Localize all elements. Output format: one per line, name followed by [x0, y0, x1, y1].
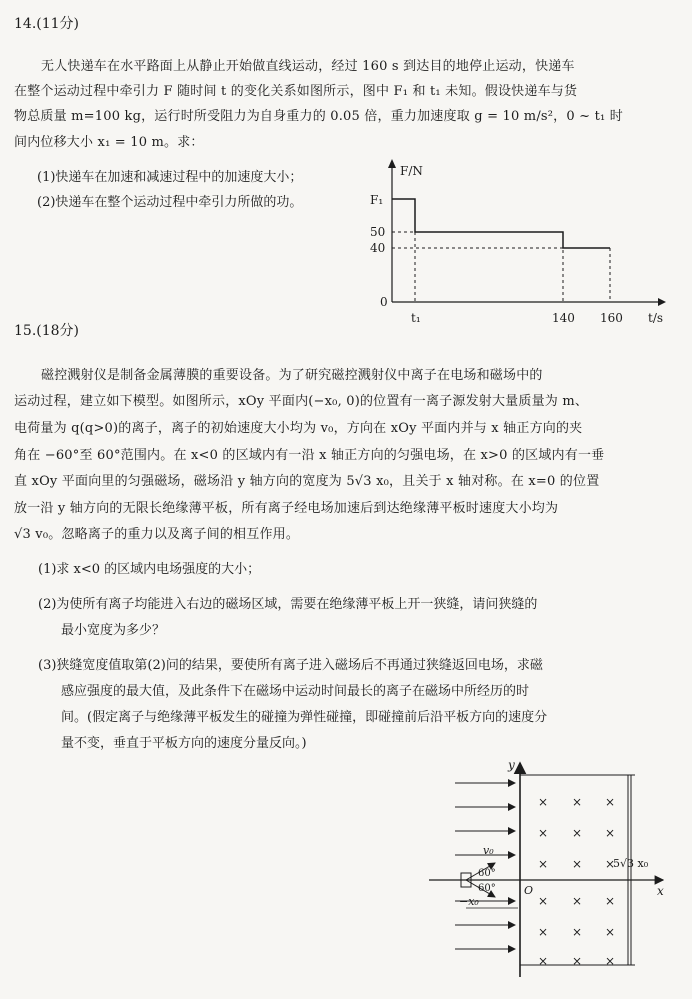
x-axis-arrow — [658, 298, 666, 306]
q15-header: 15.(18分) — [14, 323, 80, 339]
svg-text:×: × — [605, 857, 616, 871]
q15-line-6: 放一沿 y 轴方向的无限长绝缘薄平板，所有离子经电场加速后到达绝缘薄平板时速度大小均为 — [14, 501, 559, 516]
svg-text:×: × — [538, 857, 549, 871]
angle-up-label: 60° — [478, 868, 496, 879]
x-tick-140: 140 — [552, 311, 575, 325]
svg-text:×: × — [572, 857, 583, 871]
field-diagram — [425, 755, 675, 985]
y-tick-40: 40 — [370, 241, 386, 255]
q14-question-1: (1)快递车在加速和减速过程中的加速度大小； — [37, 170, 303, 185]
q15-question-3-line-3: 间。(假定离子与绝缘薄平板发生的碰撞为弹性碰撞，即碰撞前后沿平板方向的速度分 — [61, 710, 548, 725]
y-axis-label: F/N — [400, 164, 423, 178]
q15-line-5: 直 xOy 平面向里的匀强磁场，磁场沿 y 轴方向的宽度为 5√3 x₀，且关于 x 轴对称。在 x=0 的位置 — [14, 474, 600, 489]
x-tick-160: 160 — [600, 311, 623, 325]
svg-text:×: × — [538, 826, 549, 840]
svg-text:×: × — [605, 795, 616, 809]
q15-line-2: 运动过程，建立如下模型。如图所示，xOy 平面内(−x₀, 0)的位置有一离子源发射大量质量为 m、 — [14, 394, 589, 409]
force-step-curve — [392, 199, 610, 248]
q14-header: 14.(11分) — [14, 16, 80, 32]
source-position-label: −x₀ — [459, 895, 479, 908]
svg-text:×: × — [572, 894, 583, 908]
q14-question-2: (2)快递车在整个运动过程中牵引力所做的功。 — [37, 195, 303, 210]
q15-question-2-line-1: (2)为使所有离子均能进入右边的磁场区域，需要在绝缘薄平板上开一狭缝，请问狭缝的 — [38, 597, 538, 612]
electric-field-lines — [455, 783, 515, 949]
svg-text:×: × — [538, 954, 549, 968]
svg-text:×: × — [538, 894, 549, 908]
q15-question-3-line-4: 量不变，垂直于平板方向的速度分量反向。) — [61, 736, 307, 751]
y-axis-arrow — [388, 159, 396, 168]
force-time-graph — [360, 150, 680, 330]
svg-text:×: × — [605, 894, 616, 908]
q14-line-2: 在整个运动过程中牵引力 F 随时间 t 的变化关系如图所示，图中 F₁ 和 t₁ 未知。假设快递车与货 — [14, 84, 578, 99]
svg-text:×: × — [572, 826, 583, 840]
q14-line-3: 物总质量 m=100 kg，运行时所受阻力为自身重力的 0.05 倍，重力加速度取 g = 10 m/s²，0 ~ t₁ 时 — [14, 109, 623, 124]
width-label: 5√3 x₀ — [613, 857, 649, 870]
svg-text:×: × — [572, 954, 583, 968]
origin-label: O — [524, 884, 534, 897]
y-tick-50: 50 — [370, 225, 386, 239]
q15-line-4: 角在 −60°至 60°范围内。在 x<0 的区域内有一沿 x 轴正方向的匀强电场，在 x>0 的区域内有一垂 — [14, 448, 605, 463]
svg-text:×: × — [605, 954, 616, 968]
x-axis-label: x — [657, 884, 664, 898]
svg-text:×: × — [572, 795, 583, 809]
y-tick-f1: F₁ — [370, 193, 384, 207]
svg-text:×: × — [605, 925, 616, 939]
y-tick-0: 0 — [380, 295, 388, 309]
q14-line-1: 无人快递车在水平路面上从静止开始做直线运动，经过 160 s 到达目的地停止运动，快递车 — [41, 59, 575, 74]
q15-line-7: √3 v₀。忽略离子的重力以及离子间的相互作用。 — [14, 527, 300, 542]
x-tick-t1: t₁ — [411, 311, 421, 325]
velocity-label: v₀ — [483, 844, 494, 857]
y-axis-label: y — [508, 758, 515, 772]
svg-text:×: × — [572, 925, 583, 939]
svg-text:×: × — [538, 795, 549, 809]
q15-line-3: 电荷量为 q(q>0)的离子，离子的初始速度大小均为 v₀，方向在 xOy 平面内并与 x 轴正方向的夹 — [14, 421, 583, 436]
svg-text:×: × — [605, 826, 616, 840]
q15-question-2-line-2: 最小宽度为多少？ — [61, 623, 166, 638]
q15-question-3-line-1: (3)狭缝宽度值取第(2)问的结果，要使所有离子进入磁场后不再通过狭缝返回电场，求磁 — [38, 658, 543, 673]
q15-line-1: 磁控溅射仪是制备金属薄膜的重要设备。为了研究磁控溅射仪中离子在电场和磁场中的 — [41, 368, 543, 383]
q15-question-1: (1)求 x<0 的区域内电场强度的大小； — [38, 562, 261, 577]
q15-question-3-line-2: 感应强度的最大值，及此条件下在磁场中运动时间最长的离子在磁场中所经历的时 — [61, 684, 530, 699]
q14-line-4: 间内位移大小 x₁ = 10 m。求： — [14, 135, 204, 150]
magnetic-field-marks — [538, 795, 615, 968]
x-axis-label: t/s — [648, 311, 664, 325]
angle-down-label: 60° — [478, 883, 496, 894]
svg-text:×: × — [538, 925, 549, 939]
